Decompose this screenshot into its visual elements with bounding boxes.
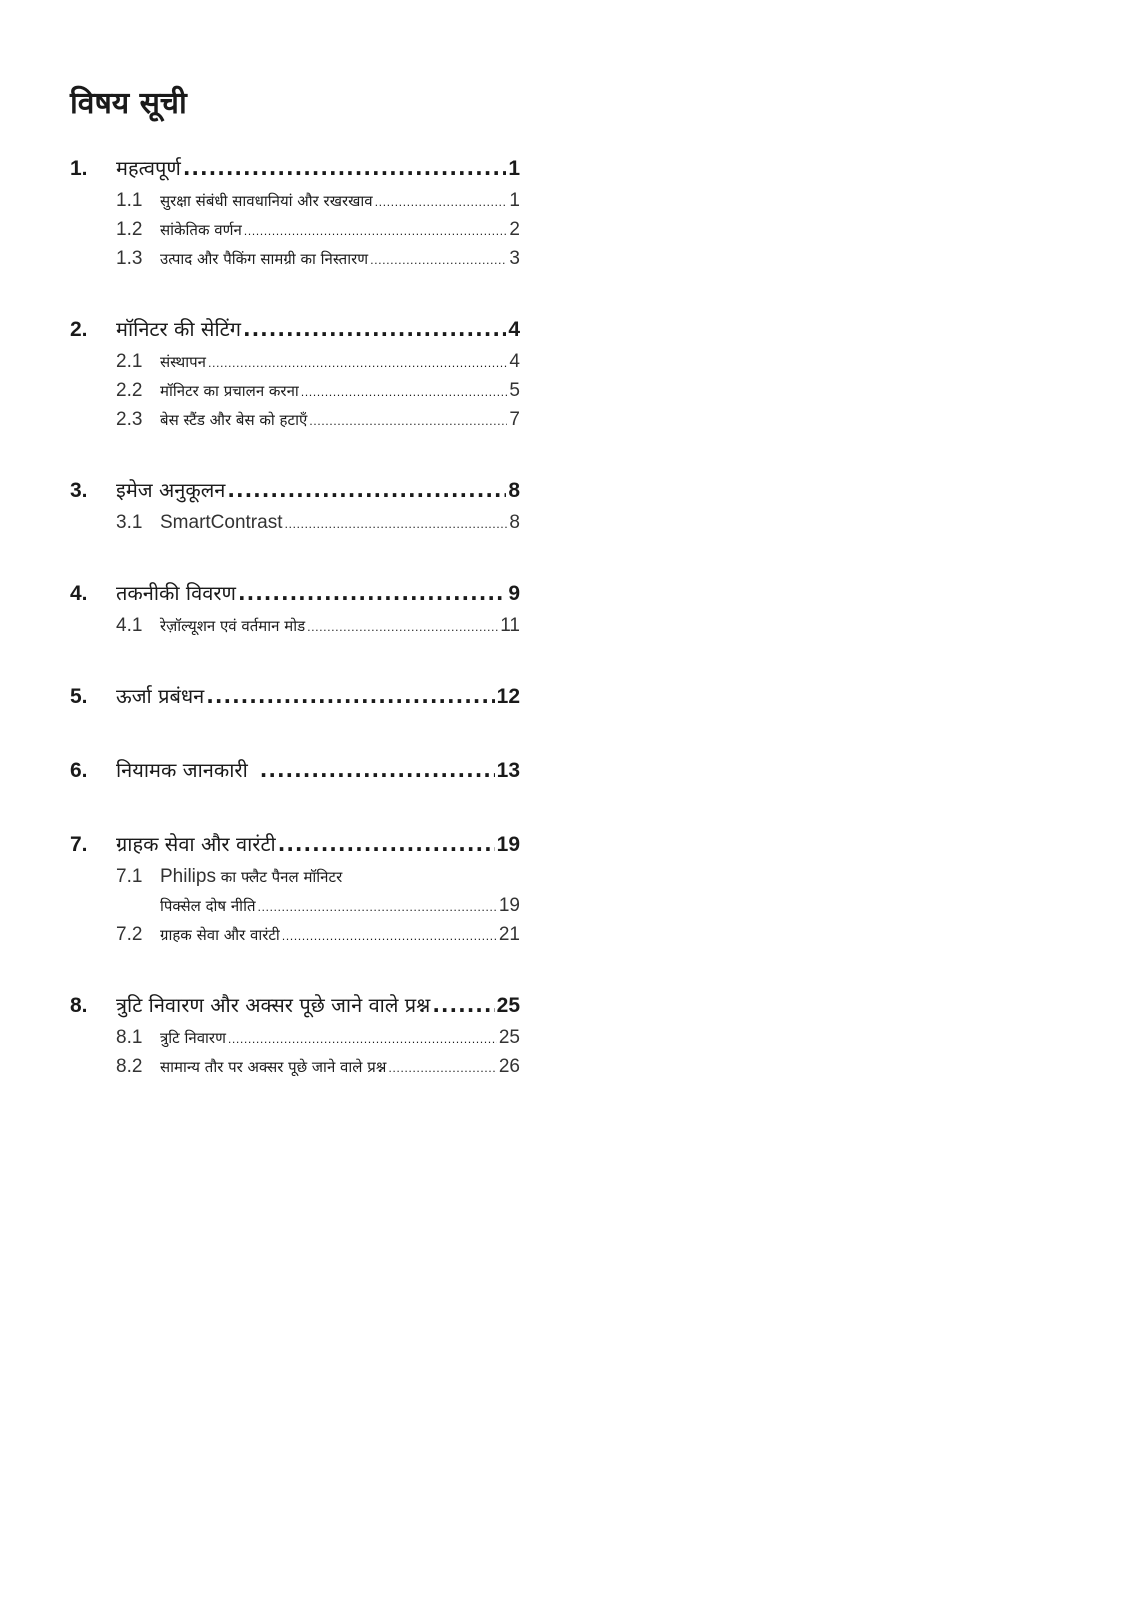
subsection-page-number: 21 — [498, 924, 520, 945]
toc-entry-1-2[interactable] — [70, 219, 520, 248]
section-title: मॉनिटर की सेटिंग — [116, 317, 241, 341]
dot-leader — [301, 386, 508, 399]
section-title: तकनीकी विवरण — [116, 581, 236, 605]
section-title: इमेज अनुकूलन — [116, 478, 226, 502]
subsection-page-number: 4 — [509, 351, 520, 372]
toc-entry-2-2[interactable] — [70, 380, 520, 409]
section-page-number: 9 — [508, 582, 520, 605]
subsection-title: सुरक्षा संबंधी सावधानियां और रखरखाव — [160, 192, 373, 210]
subsection-title: उत्पाद और पैकिंग सामग्री का निस्तारण — [160, 250, 369, 268]
section-number: 2. — [70, 318, 88, 341]
section-number: 1. — [70, 157, 88, 180]
toc-entry-6[interactable] — [70, 756, 520, 792]
toc-entry-2-3[interactable] — [70, 409, 520, 438]
dot-leader — [206, 684, 494, 708]
dot-leader — [243, 317, 506, 341]
toc-entry-1-3[interactable] — [70, 248, 520, 277]
toc-entry-8-2[interactable] — [70, 1056, 520, 1085]
subsection-title: त्रुटि निवारण — [160, 1029, 226, 1047]
subsection-title: रेज़ॉल्यूशन एवं वर्तमान मोड — [160, 617, 306, 635]
dot-leader — [244, 225, 508, 238]
toc-entry-7-1-continued[interactable] — [70, 895, 520, 924]
subsection-title: मॉनिटर का प्रचालन करना — [160, 382, 299, 400]
section-title: महत्वपूर्ण — [116, 156, 181, 180]
toc-entry-3-1[interactable] — [70, 512, 520, 541]
section-page-number: 25 — [496, 994, 520, 1017]
subsection-number: 2.2 — [116, 380, 143, 401]
section-title: ग्राहक सेवा और वारंटी — [116, 832, 276, 856]
dot-leader — [388, 1062, 497, 1075]
subsection-title: सांकेतिक वर्णन — [160, 221, 242, 239]
subsection-number: 4.1 — [116, 615, 143, 636]
toc-entry-7[interactable] — [70, 830, 520, 866]
toc-section-4 — [70, 579, 520, 644]
section-page-number: 13 — [496, 759, 520, 782]
dot-leader — [227, 478, 506, 502]
page-title: विषय सूची — [70, 86, 187, 121]
subsection-title: सामान्य तौर पर अक्सर पूछे जाने वाले प्रश्न — [160, 1058, 387, 1076]
subsection-title: ग्राहक सेवा और वारंटी — [160, 926, 280, 944]
section-page-number: 12 — [496, 685, 520, 708]
dot-leader — [432, 993, 494, 1017]
section-page-number: 1 — [508, 157, 520, 180]
subsection-title-rest: का फ्लैट पैनल मॉनिटर — [220, 868, 343, 886]
toc-entry-1[interactable] — [70, 154, 520, 190]
toc-entry-5[interactable] — [70, 682, 520, 718]
subsection-number: 2.3 — [116, 409, 143, 430]
subsection-page-number: 1 — [509, 190, 520, 211]
toc-entry-4[interactable] — [70, 579, 520, 615]
section-title: त्रुटि निवारण और अक्सर पूछे जाने वाले प्रश्न — [116, 993, 431, 1017]
section-title: ऊर्जा प्रबंधन — [116, 684, 205, 708]
section-number: 3. — [70, 479, 88, 502]
subsection-page-number: 7 — [509, 409, 520, 430]
toc-entry-7-2[interactable] — [70, 924, 520, 953]
subsection-page-number: 25 — [498, 1027, 520, 1048]
section-page-number: 4 — [508, 318, 520, 341]
toc-section-3 — [70, 476, 520, 541]
subsection-number: 7.2 — [116, 924, 143, 945]
toc-entry-8[interactable] — [70, 991, 520, 1027]
section-number: 4. — [70, 582, 88, 605]
toc-section-8 — [70, 991, 520, 1085]
toc-entry-2[interactable] — [70, 315, 520, 351]
subsection-title-continued: पिक्सेल दोष नीति — [160, 897, 256, 915]
section-number: 7. — [70, 833, 88, 856]
toc-entry-4-1[interactable] — [70, 615, 520, 644]
subsection-title — [160, 866, 342, 888]
subsection-page-number: 11 — [500, 615, 520, 636]
dot-leader — [284, 518, 507, 531]
section-number: 6. — [70, 759, 88, 782]
dot-leader — [370, 254, 507, 267]
subsection-page-number: 26 — [498, 1056, 520, 1077]
dot-leader — [309, 415, 507, 428]
subsection-title: संस्थापन — [160, 353, 206, 371]
subsection-page-number: 8 — [509, 512, 520, 533]
toc-section-2 — [70, 315, 520, 438]
section-page-number: 19 — [496, 833, 520, 856]
subsection-number: 2.1 — [116, 351, 143, 372]
toc-entry-3[interactable] — [70, 476, 520, 512]
subsection-page-number: 5 — [509, 380, 520, 401]
dot-leader — [307, 621, 498, 634]
section-title: नियामक जानकारी — [116, 758, 248, 782]
section-number: 5. — [70, 685, 88, 708]
dot-leader — [228, 1033, 497, 1046]
toc-section-5 — [70, 682, 520, 718]
subsection-number: 7.1 — [116, 866, 143, 887]
dot-leader — [375, 196, 508, 209]
subsection-title: SmartContrast — [160, 512, 283, 533]
dot-leader — [282, 930, 497, 943]
toc-section-7 — [70, 830, 520, 953]
dot-leader — [238, 581, 506, 605]
subsection-number: 1.1 — [116, 190, 143, 211]
subsection-number: 1.3 — [116, 248, 143, 269]
toc-entry-1-1[interactable] — [70, 190, 520, 219]
toc-entry-7-1[interactable] — [70, 866, 520, 895]
subsection-number: 3.1 — [116, 512, 143, 533]
brand-name: Philips — [160, 866, 216, 887]
section-number: 8. — [70, 994, 88, 1017]
subsection-number: 8.1 — [116, 1027, 143, 1048]
dot-leader — [278, 832, 495, 856]
subsection-page-number: 2 — [509, 219, 520, 240]
subsection-page-number: 3 — [509, 248, 520, 269]
dot-leader — [258, 901, 497, 914]
dot-leader — [208, 357, 507, 370]
table-of-contents — [70, 154, 520, 1123]
toc-entry-2-1[interactable] — [70, 351, 520, 380]
dot-leader — [183, 156, 506, 180]
dot-leader — [260, 758, 495, 782]
subsection-page-number: 19 — [498, 895, 520, 916]
toc-section-6 — [70, 756, 520, 792]
subsection-number: 8.2 — [116, 1056, 143, 1077]
subsection-title: बेस स्टैंड और बेस को हटाएँ — [160, 411, 308, 429]
section-page-number: 8 — [508, 479, 520, 502]
subsection-number: 1.2 — [116, 219, 143, 240]
toc-entry-8-1[interactable] — [70, 1027, 520, 1056]
toc-section-1 — [70, 154, 520, 277]
